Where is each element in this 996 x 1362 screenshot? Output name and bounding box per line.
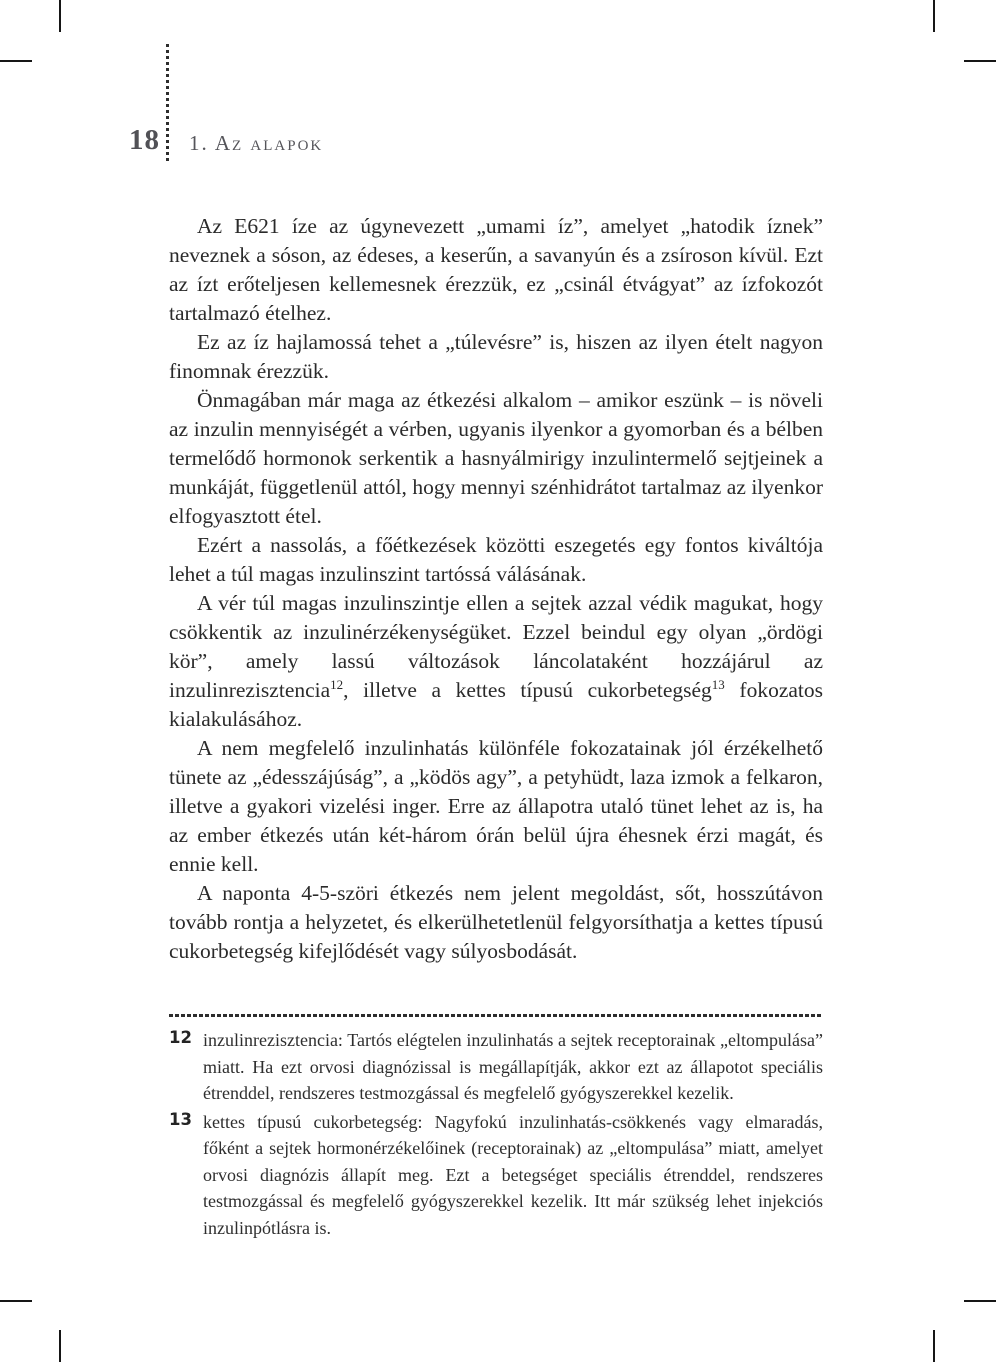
footnote-ref-13: 13 [711,676,725,692]
page-number: 18 [129,124,160,156]
crop-mark-top-right-horizontal [964,60,996,62]
crop-mark-bottom-right-horizontal [964,1300,996,1302]
crop-mark-top-left-horizontal [0,60,32,62]
footnote-number: 13 [169,1109,192,1129]
footnote-12 [169,1027,823,1107]
crop-mark-top-left-vertical [59,0,61,32]
paragraph-tunetek: A nem megfelelő inzulinhatás különféle fokozatainak jól érzékelhető tünete az „édesszájúság”, a „ködös agy”, a petyhüdt, laza izmok a felkaron, illetve a gyakori vizelési inger. Erre az állapotra utaló tünet lehet az is, ha az ember étkezés után két-három órán belül újra éhesnek érzi magát, és ennie kell. [169,736,823,876]
footnotes-section [169,1014,823,1243]
crop-mark-bottom-left-horizontal [0,1300,32,1302]
paragraph-segment: fokozatos kialakulásához. [169,678,823,731]
footnote-ref-12: 12 [330,676,344,692]
paragraph-etkezesi-alkalom: Önmagában már maga az étkezési alkalom – amikor eszünk – is növeli az inzulin mennyiségét a vérben, ugyanis ilyenkor a gyomorban és a bélben termelődő hormonok serkentik a hasnyálmirigy inzulintermelő sejtjeinek a munkáját, függetlenül attól, hogy mennyi szénhidrátot tartalmaz az ilyenkor elfogyasztott étel. [169,388,823,528]
footnote-number: 12 [169,1028,192,1047]
paragraph-segment: A vér túl magas inzulinszintje ellen a sejtek azzal védik magukat, hogy csökkentik az inzulinérzékenységüket. Ezzel beindul egy olyan „ördögi kör”, amely lassú változások láncolataként hozzájárul az inzulinrezisztencia [169,591,823,702]
paragraph-segment: , illetve a kettes típusú cukorbetegség [343,678,712,702]
paragraph-naponta: A naponta 4-5-szöri étkezés nem jelent megoldást, sőt, hosszútávon tovább rontja a helyzetet, és elkerülhetetlenül felgyorsíthatja a kettes típusú cukorbetegség kifejlődését vagy súlyosbodását. [169,881,823,963]
footnote-dotted-rule [169,1014,823,1017]
paragraph-nassolas: Ezért a nassolás, a főétkezések közötti eszegetés egy fontos kiváltója lehet a túl magas inzulinszint tartóssá válásának. [169,533,823,586]
crop-mark-bottom-right-vertical [933,1330,935,1362]
paragraph-umami: Az E621 íze az úgynevezett „umami íz”, amelyet „hatodik íznek” neveznek a sóson, az édeses, a keserűn, a savanyún és a zsíroson kívül. Ezt az ízt erőteljesen kellemesnek érezzük, ez „csinál étvágyat” az ízfokozót tartalmazó ételhez. [169,214,823,325]
footnote-text: kettes típusú cukorbetegség: Nagyfokú inzulinhatás-csökkenés vagy elmaradás, főként a sejtek hormonérzékelőinek (receptorainak) az „eltompulása” miatt, amelyet orvosi diagnózis állapít meg. Ezt a betegséget speciális étrenddel, rendszeres testmozgással és megfelelő gyógyszerekkel kezelik. Itt már szükség lehet injekciós inzulinpótlásra is. [203,1111,823,1238]
crop-mark-top-right-vertical [933,0,935,32]
header-dotted-rule [166,44,169,162]
crop-mark-bottom-left-vertical [59,1330,61,1362]
page-body [169,212,823,966]
paragraph-tulevés: Ez az íz hajlamossá tehet a „túlevésre” is, hiszen az ilyen ételt nagyon finomnak érezzük. [169,330,823,383]
paragraph-inzulinrezisztencia [169,589,823,734]
footnote-text: inzulinrezisztencia: Tartós elégtelen inzulinhatás a sejtek receptorainak „eltompulása” miatt. Ha ezt orvosi diagnózissal is megállapítják, akkor ezt az állapotot speciális étrenddel, rendszeres testmozgással és megfelelő gyógyszerekkel kezelik. [203,1030,823,1103]
footnote-13 [169,1109,823,1242]
running-title: 1. Az alapok [189,131,324,155]
